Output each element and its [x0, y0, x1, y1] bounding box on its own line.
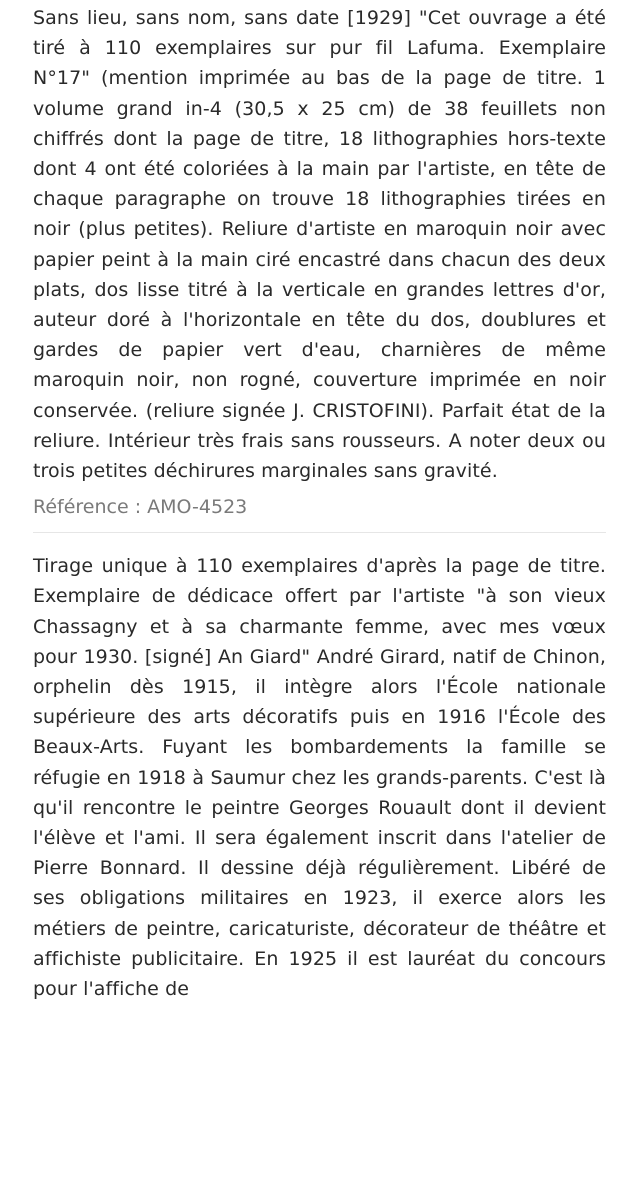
detail-description: Tirage unique à 110 exemplaires d'après la page de titre. Exemplaire de dédicace offert par l'artiste "à son vieux Chassagny et à sa charmante femme, avec mes vœux pour 1930. [signé] An Giard" André Girard, natif de Chinon, orphelin dès 1915, il intègre alors l'École nationale supérieure des arts décoratifs puis en 1916 l'École des Beaux-Arts. Fuyant les bombardements la famille se réfugie en 1918 à Saumur chez les grands-parents. C'est là qu'il rencontre le peintre Georges Rouault dont il devient l'élève et l'ami. Il sera également inscrit dans l'atelier de Pierre Bonnard. Il dessine déjà régulièrement. Libéré de ses obligations militaires en 1923, il exerce alors les métiers de peintre, caricaturiste, décorateur de théâtre et affichiste publicitaire. En 1925 il est lauréat du concours pour l'affiche de — [33, 555, 606, 1001]
listing-section — [0, 0, 624, 522]
detail-section — [0, 533, 624, 1004]
listing-description: Sans lieu, sans nom, sans date [1929] "Cet ouvrage a été tiré à 110 exemplaires sur pur fil Lafuma. Exemplaire N°17" (mention imprimée au bas de la page de titre. 1 volume grand in-4 (30,5 x 25 cm) de 38 feuillets non chiffrés dont la page de titre, 18 lithographies hors-texte dont 4 ont été coloriées à la main par l'artiste, en tête de chaque paragraphe on trouve 18 lithographies tirées en noir (plus petites). Reliure d'artiste en maroquin noir avec papier peint à la main ciré encastré dans chacun des deux plats, dos lisse titré à la verticale en grandes lettres d'or, auteur doré à l'horizontale en tête du dos, doublures et gardes de papier vert d'eau, charnières de même maroquin noir, non rogné, couverture imprimée en noir conservée. (reliure signée J. CRISTOFINI). Parfait état de la reliure. Intérieur très frais sans rousseurs. A noter deux ou trois petites déchirures marginales sans gravité. — [33, 7, 606, 483]
reference-label: Référence : AMO-4523 — [33, 496, 248, 519]
